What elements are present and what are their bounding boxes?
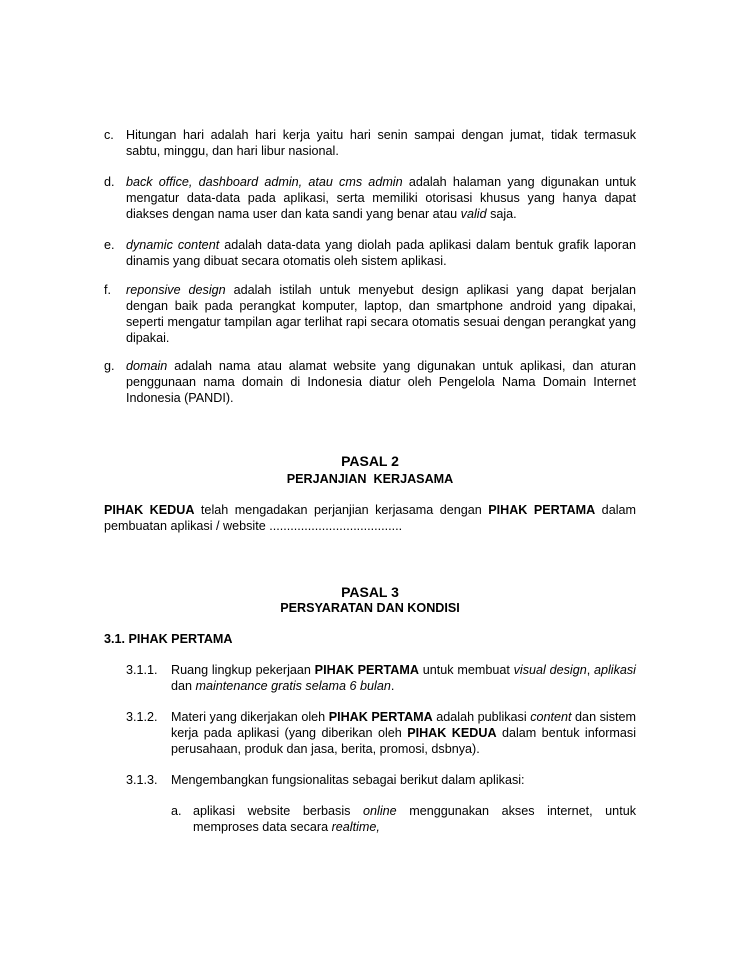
clause-number: 3.1.1. bbox=[126, 663, 158, 677]
clause-3-1-1 bbox=[126, 662, 636, 694]
party-name: PIHAK PERTAMA bbox=[488, 503, 596, 517]
term-italic: back office, dashboard admin, atau cms admin bbox=[126, 175, 403, 189]
pasal-3-subtitle: PERSYARATAN DAN KONDISI bbox=[280, 601, 460, 615]
list-marker: e. bbox=[104, 238, 115, 252]
list-item-g bbox=[104, 358, 636, 406]
list-item-e bbox=[104, 237, 636, 269]
clause-3-1-3 bbox=[126, 772, 636, 788]
pasal-2-paragraph: PIHAK KEDUA telah mengadakan perjanjian kerjasama dengan PIHAK PERTAMA dalam pembuatan aplikasi / website ...................................... bbox=[104, 503, 636, 533]
list-item-text: Hitungan hari adalah hari kerja yaitu hari senin sampai dengan jumat, tidak termasuk sabtu, minggu, dan hari libur nasional. bbox=[126, 128, 636, 158]
clause-text: Materi yang dikerjakan oleh PIHAK PERTAMA adalah publikasi content dan sistem kerja pada aplikasi (yang diberikan oleh PIHAK KEDUA dalam bentuk informasi perusahaan, produk dan jasa, berita, promosi, dsbnya). bbox=[171, 710, 636, 756]
list-item-text: domain adalah nama atau alamat website yang digunakan untuk aplikasi, dan aturan penggunaan nama domain di Indonesia diatur oleh Pengelola Nama Domain Internet Indonesia (PANDI). bbox=[126, 359, 636, 405]
term-italic: reponsive design bbox=[126, 283, 226, 297]
list-item-c bbox=[104, 127, 636, 159]
clause-3-1-3-a bbox=[171, 803, 636, 835]
list-marker: a. bbox=[171, 804, 182, 818]
list-marker: f. bbox=[104, 283, 111, 297]
list-item-f bbox=[104, 282, 636, 346]
term-italic: domain bbox=[126, 359, 168, 373]
pasal-2-title: PASAL 2 bbox=[341, 453, 399, 469]
clause-text: Mengembangkan fungsionalitas sebagai berikut dalam aplikasi: bbox=[171, 773, 525, 787]
term-italic: valid bbox=[460, 207, 487, 221]
party-name: PIHAK KEDUA bbox=[104, 503, 195, 517]
section-heading-3-1: 3.1. PIHAK PERTAMA bbox=[104, 632, 233, 646]
pasal-3-title: PASAL 3 bbox=[341, 584, 399, 600]
list-item-d bbox=[104, 174, 636, 222]
list-item-text: reponsive design adalah istilah untuk menyebut design aplikasi yang dapat berjalan dengan baik pada perangkat komputer, laptop, dan smartphone android yang dipakai, seperti mengatur tampilan agar terlihat rapi secara otomatis sesuai dengan perangkat yang dipakai. bbox=[126, 283, 636, 345]
list-item-text: dynamic content adalah data-data yang diolah pada aplikasi dalam bentuk grafik laporan dinamis yang dibuat secara otomatis oleh sistem aplikasi. bbox=[126, 238, 636, 268]
list-marker: g. bbox=[104, 359, 115, 373]
list-item-text: back office, dashboard admin, atau cms admin adalah halaman yang digunakan untuk mengatur data-data pada aplikasi, serta memiliki otorisasi khusus yang hanya dapat diakses dengan nama user dan kata sandi yang benar atau valid saja. bbox=[126, 175, 636, 221]
list-marker: d. bbox=[104, 175, 115, 189]
list-marker: c. bbox=[104, 128, 114, 142]
clause-3-1-2 bbox=[126, 709, 636, 757]
clause-number: 3.1.2. bbox=[126, 710, 158, 724]
clause-text: aplikasi website berbasis online menggunakan akses internet, untuk memproses data secara realtime, bbox=[193, 804, 636, 834]
clause-text: Ruang lingkup pekerjaan PIHAK PERTAMA untuk membuat visual design, aplikasi dan maintenance gratis selama 6 bulan. bbox=[171, 663, 636, 693]
pasal-2-subtitle: PERJANJIAN KERJASAMA bbox=[286, 472, 454, 486]
clause-number: 3.1.3. bbox=[126, 773, 158, 787]
term-italic: dynamic content bbox=[126, 238, 220, 252]
